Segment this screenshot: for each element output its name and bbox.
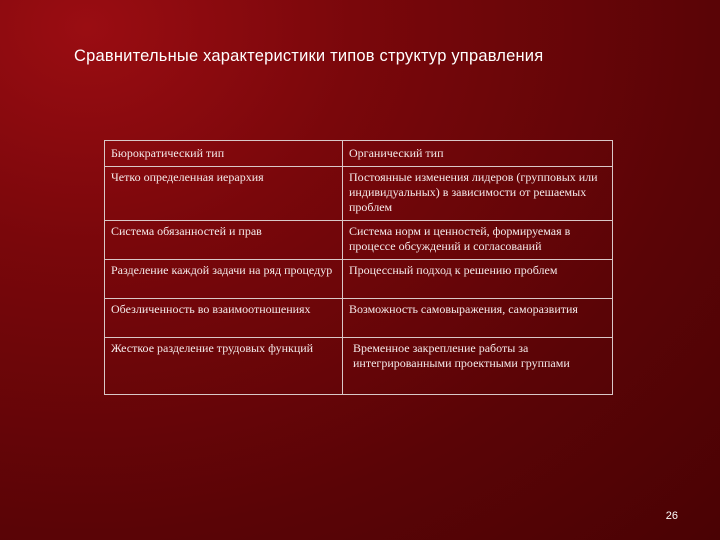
table-row: [105, 299, 613, 338]
table-cell: Обезличенность во взаимоотношениях: [105, 299, 343, 338]
page-number: 26: [665, 510, 678, 522]
table-cell: Четко определенная иерархия: [105, 167, 343, 221]
table-cell: Жесткое разделение трудовых функций: [105, 338, 343, 395]
table-row: [105, 338, 613, 395]
table-cell: Процессный подход к решению проблем: [343, 260, 613, 299]
table-row: [105, 260, 613, 299]
header-cell-organic: Органический тип: [343, 141, 613, 167]
comparison-table: [104, 140, 613, 395]
slide-title: Сравнительные характеристики типов структур управления: [74, 47, 544, 65]
header-cell-bureaucratic: Бюрократический тип: [105, 141, 343, 167]
table-header-row: [105, 141, 613, 167]
table-row: [105, 167, 613, 221]
table-cell: Система обязанностей и прав: [105, 221, 343, 260]
table-cell: Постоянные изменения лидеров (групповых или индивидуальных) в зависимости от решаемых проблем: [343, 167, 613, 221]
table-cell: Система норм и ценностей, формируемая в процессе обсуждений и согласований: [343, 221, 613, 260]
table-row: [105, 221, 613, 260]
table-cell: Разделение каждой задачи на ряд процедур: [105, 260, 343, 299]
table-cell: Временное закрепление работы за интегрированными проектными группами: [343, 338, 613, 395]
table-cell: Возможность самовыражения, саморазвития: [343, 299, 613, 338]
